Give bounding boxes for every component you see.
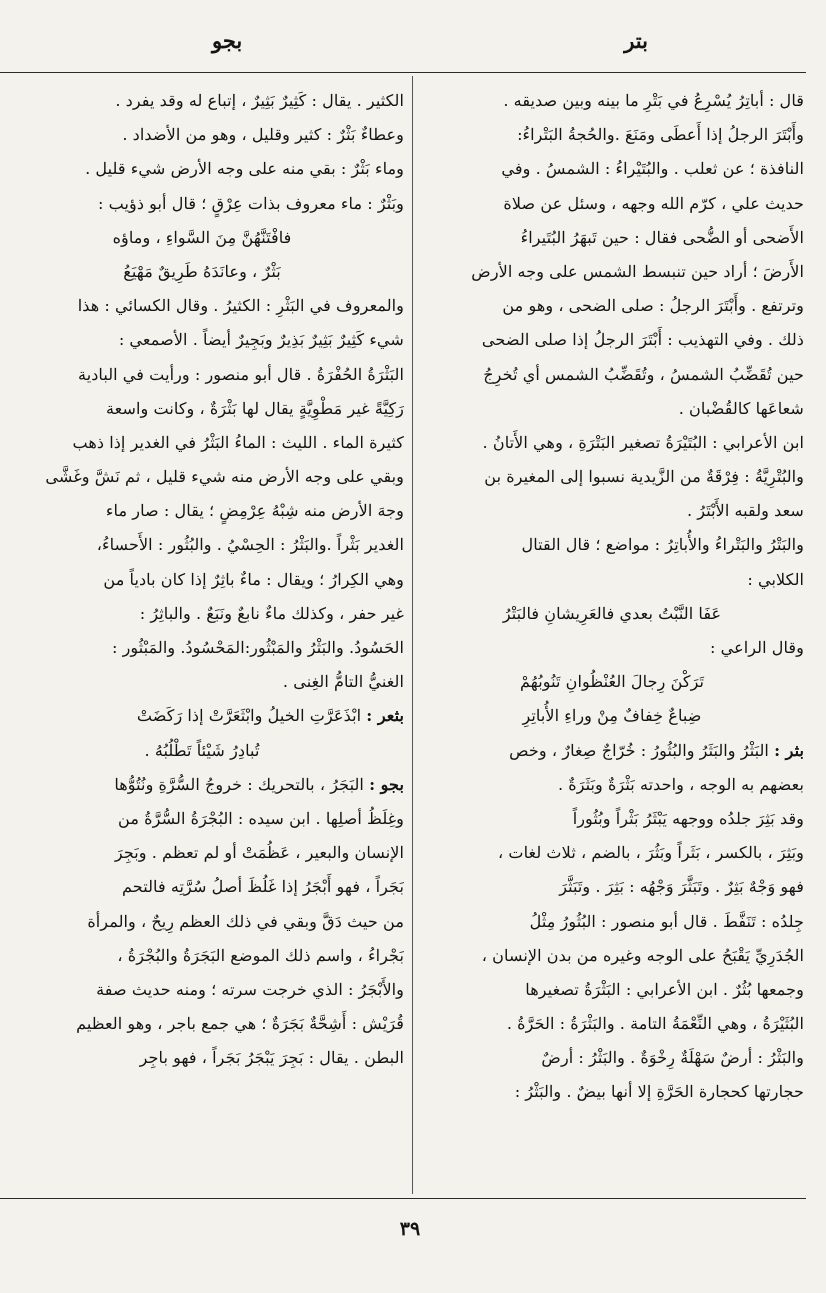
text-line: الغنيُّ التامُّ الغِنى . (282, 672, 404, 692)
text-line: الإنسان والبعير ، عَظُمَتْ أو لم تعظم . وبَجِرَ (114, 843, 404, 863)
text-line: غير حفر ، وكذلك ماءٌ نابعٌ ونَبَعٌ . والباثِرُ : (139, 603, 404, 623)
top-rule (0, 72, 806, 73)
text-line: وعطاءٌ بَثْرٌ : كثير وقليل ، وهو من الأضداد . (122, 125, 404, 145)
text-line: سعد ولقبه الأَبْتَرُ . (686, 501, 804, 521)
text-line: الكثير . يقال : كَثِيرٌ بَثِيرٌ ، إتباع له وقد يفرد . (115, 91, 404, 110)
text-line: وماء بَثْرٌ : بقي منه على وجه الأرض شيء قليل . (85, 159, 404, 179)
page-number: ٣٩ (399, 1218, 421, 1240)
text-line: بعضهم به الوجه ، واحدته بَثْرَةٌ وبَثَرَةٌ . (557, 774, 804, 794)
verse-line: بَثْرٌ ، وعانَدَهُ طَرِيقٌ مَهْيَعُ (123, 261, 281, 281)
left-column (0, 84, 404, 1194)
text-line: شعاعَها كالقُضْبان . (678, 398, 804, 418)
verse-line: فافْتَنَّهُنَّ مِنَ السَّواءِ ، وماؤه (112, 227, 292, 247)
text-line: وقال الراعي : (709, 638, 804, 657)
text-line: وأَبْتَرَ الرجلُ إذا أَعطَى ومَنَعَ .والحُجةُ البَتْراءُ: (517, 125, 804, 145)
text-line: وجمعها بُثُرٌ . ابن الأعرابي : البَثْرَةُ تصغيرها (525, 979, 804, 999)
text-line: وقد بَثِرَ جلدُه ووجهه يَبْثَرُ بَثْراً وبُثُوراً (572, 808, 804, 828)
text-line: وبَثِرَ ، بالكسر ، بَثَراً وبَثُرَ ، بالضم ، ثلاث لغات ، (498, 843, 804, 863)
text-line: البَجَرُ ، بالتحريك : خروجُ السُّرَّةِ ونُتُوُّها (114, 774, 364, 794)
text-line: بَجَراً ، فهو أَبْجَرُ إذا غَلُظَ أصلُ سُرَّتِه فالتحم (121, 877, 404, 897)
text-line: والبَثْرُ : أرضٌ سَهْلَةٌ رِخْوَةٌ . والبَثْرُ : أرضٌ (541, 1048, 804, 1068)
text-line: البطن . يقال : بَجِرَ يَبْجَرُ بَجَراً ، فهو باجِر (139, 1048, 404, 1068)
text-line: البَثْرُ والبَثَرُ والبُثُورُ : خُرّاجٌ صِغارٌ ، وخص (509, 740, 769, 760)
verse-line: تُبادِرُ شَيْئاً تَطْلُبُهُ . (144, 740, 260, 760)
text-line: وبقي على وجه الأرض منه شيء قليل ، ثم نَشَّ وغَشَّى (45, 467, 404, 487)
text-line: الجُدَرِيِّ يَقْبَحُ على الوجه وغيره من بدن الإنسان ، (481, 945, 804, 965)
text-line: والبُتْرِيَّةُ : فِرْقَةٌ من الزَّيدية نسبوا إلى المغيرة بن (484, 467, 804, 487)
running-head-left: بجو (212, 28, 243, 53)
text-line: البَثْرَةُ الحُفْرَةُ . قال أبو منصور : ورأيت في البادية (78, 364, 404, 384)
text-line: وجهَ الأرض منه شِبْهُ عِرْمِضٍ ؛ يقال : صار ماء (105, 501, 404, 521)
text-line: وغِلَظُ أصلِها . ابن سيده : البُجْرَةُ السُّرَّةُ من (118, 808, 404, 828)
running-head-right: بتر (624, 28, 648, 53)
text-line: قال : أباتِرُ يُسْرِعُ في بَتْرِ ما بينه وبين صديقه . (503, 91, 804, 110)
text-line: حجارتها كحجارة الحَرَّةِ إلا أنها بيضٌ . والبَثْرُ : (514, 1082, 804, 1102)
text-line: ذلك . وفي التهذيب : أَبْتَرَ الرجلُ إذا صلى الضحى (481, 330, 804, 350)
bottom-rule (0, 1198, 806, 1199)
text-line: بَجْراءُ ، واسم ذلك الموضع البَجَرَةُ والبُجْرَةُ ، (117, 945, 404, 965)
text-line: البُثَيْرَةُ ، وهي النِّعْمَةُ التامة . والبَثْرَةُ : الحَرَّةُ . (506, 1014, 804, 1034)
verse-line: عَفَا النَّبْتُ بعدي فالعَرِيشانِ فالبَتْرُ (502, 603, 722, 623)
entry-headword: بجو : (369, 774, 404, 794)
text-line: حديث علي ، كرّم الله وجهه ، وسئل عن صلاة (503, 193, 804, 213)
text-line: كثيرة الماء . الليث : الماءُ البَثْرُ في الغدير إذا ذهب (72, 432, 404, 452)
text-line: قُرَيْش : أَشِحَّةٌ بَجَرَةٌ ؛ هي جمع باجر ، وهو العظيم (76, 1014, 404, 1034)
text-line: الحَسُودُ. والبَثْرُ والمَبْثُور:المَحْسُودُ. والمَبْثُور : (112, 638, 404, 657)
text-line: ابْذَعَرَّتِ الخيلُ وابْثَعَرَّتْ إذا رَكَضَتْ (136, 706, 362, 726)
text-line: حين تُقَضِّبُ الشمسُ ، وتُقَضِّبُ الشمس أي تُخرِجُ (483, 364, 804, 384)
entry-line (0, 768, 404, 802)
text-line: الغدير بَثْراً .والبَثْرُ : الحِسْيُ . والبُثُور : الأَحساءُ، (96, 535, 404, 555)
right-column (420, 84, 804, 1194)
entry-headword: بثر : (774, 740, 804, 760)
text-line: ابن الأعرابي : البُتَيْرَةُ تصغير البَتْرَةِ ، وهي الأَتانُ . (482, 432, 804, 452)
text-line: رَكِيَّةً غير مَطْوِيَّةٍ يقال لها بَثْرَةٌ ، وكانت واسعة (106, 398, 404, 418)
text-line: وترتفع . وأَبْتَرَ الرجلُ : صلى الضحى ، وهو من (502, 296, 804, 316)
text-line: فهو وَجْهٌ بَثِرٌ . وتَبَثَّرَ وَجْهُه : بَثِرَ . وتَبَثَّرَ (559, 877, 804, 897)
text-line: شيء كَثِيرٌ بَثِيرٌ بَذِيرٌ وبَجِيرٌ أيضاً . الأصمعي : (118, 330, 404, 350)
column-divider (412, 76, 413, 1194)
text-line: الأَضحى أو الضُّحى فقال : حين تَبهَرُ البُتَيراءُ (520, 227, 804, 247)
verse-line: ضِباعٌ خِفافٌ مِنْ وراءِ الأُباتِرِ (522, 706, 702, 726)
text-line: والمعروف في البَثْرِ : الكثيرُ . وقال الكسائي : هذا (77, 296, 404, 316)
text-line: النافذة ؛ عن ثعلب . والبُتَيْراءُ : الشمسُ . وفي (501, 159, 804, 179)
text-line: وهي الكِرارُ ؛ ويقال : ماءٌ باثِرٌ إذا كان بادياً من (103, 569, 404, 589)
text-line: جِلدُه : تَنَفَّطَ . قال أبو منصور : البُثُورُ مِثْلُ (529, 911, 804, 931)
text-line: والأَبْجَرُ : الذي خرجت سرته ؛ ومنه حديث صفة (96, 979, 404, 999)
entry-headword: بثعر : (366, 706, 404, 726)
entry-line (0, 699, 404, 733)
text-line: والبَتْرُ والبَتْراءُ والأُباتِرُ : مواضع ؛ قال القتال (521, 535, 804, 555)
entry-line (420, 734, 804, 768)
verse-line: تَرَكْنَ رِجالَ العُنْظُوانِ تَنُوبُهُمْ (519, 672, 705, 692)
text-line: وبَثْرٌ : ماء معروف بذات عِرْقٍ ؛ قال أبو ذؤيب : (98, 193, 404, 213)
text-line: من حيث دَقَّ وبقي في ذلك العظم رِيحٌ ، والمرأة (87, 911, 404, 931)
text-line: الكلابي : (747, 569, 804, 589)
text-line: الأَرضَ ؛ أراد حين تنبسط الشمس على وجه الأرض (471, 261, 804, 281)
